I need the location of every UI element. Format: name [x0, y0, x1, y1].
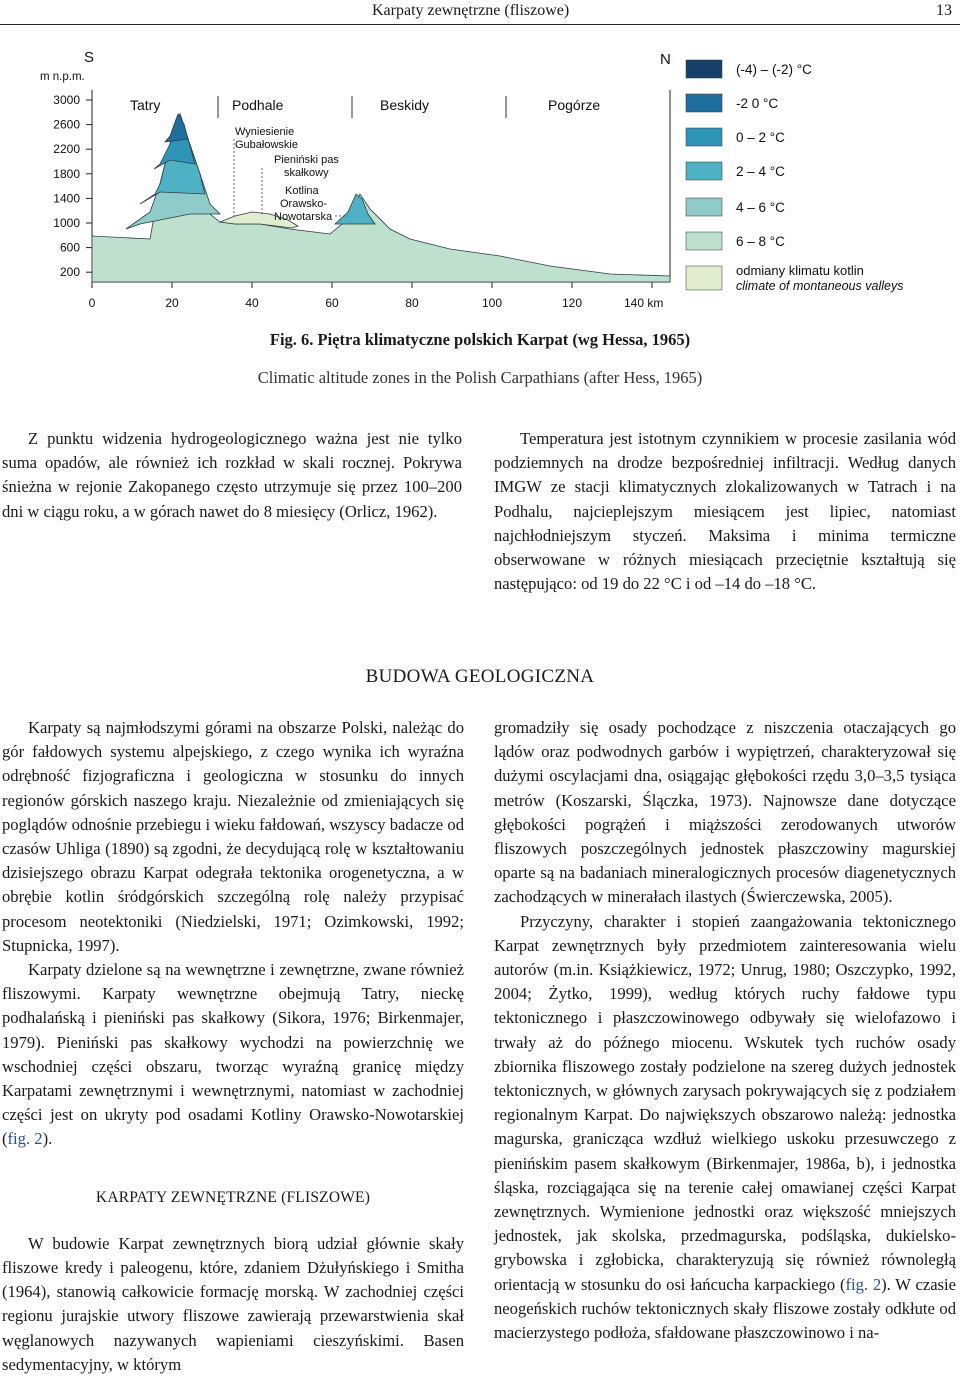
climate-zones-figure	[30, 44, 930, 314]
figure-caption-en: Climatic altitude zones in the Polish Carpathians (after Hess, 1965)	[257, 368, 703, 387]
region-label-tatry: Tatry	[130, 97, 161, 113]
x-tick-label: 40	[245, 296, 259, 310]
y-axis-ticks	[53, 93, 92, 279]
x-tick-label: 100	[481, 296, 503, 310]
paragraph-flysch-rocks: W budowie Karpat zewnętrznych biorą udział głównie skały fliszowe kredy i paleogenu, które, zdaniem Dżułyńskiego i Smitha (1964), stanowią całkowicie formację morską. W zachodniej części regionu jurajskie utwory fliszowe zawierają przewarstwienia skał węglanowych nazywanych wapieniami cieszyńskimi. Basen sedymentacyjny, w którym	[2, 1233, 464, 1374]
region-labels	[130, 96, 600, 118]
page-header	[0, 0, 960, 25]
x-tick-label: 80	[405, 296, 419, 310]
x-tick-label: 20	[165, 296, 179, 310]
legend-swatch-2	[686, 128, 722, 146]
annotation-pieninski-2: skałkowy	[284, 167, 329, 179]
y-tick-label: 3000	[53, 93, 80, 107]
paragraph-carpathians-age: Karpaty są najmłodszymi górami na obszarze Polski, należąc do gór fałdowych systemu alpejskiego, z czego wynika ich wyraźna odrębność fizjograficzna i geologiczna w stosunku do innych regionów górskich naszego kraju. Niezależnie od zmieniających się poglądów odnośnie przebiegu i wieku fałdowań, wszyscy badacze od czasów Uhliga (1890) są zgodni, że decydującą rolę w kształtowaniu dzisiejszego obrazu Karpat odegrała tektonika orogenetyczna, a w obrębie kotlin śródgórskich szczególną rolę należy przypisać procesom neotektoniki (Niedzielski, 1971; Ozimkowski, 1992; Stupnicka, 1997).	[2, 718, 464, 955]
annotation-wyniesienie-1: Wyniesienie	[235, 126, 295, 138]
annotation-pieninski-1: Pieniński pas	[274, 154, 339, 166]
geology-column-right	[494, 716, 956, 1345]
legend-label-6: odmiany klimatu kotlin	[736, 263, 864, 278]
x-axis-ticks	[89, 282, 664, 310]
paragraph-carpathians-division	[2, 958, 464, 1152]
annotation-kotlina-3: Nowotarska	[274, 211, 333, 223]
direction-north: N	[660, 51, 671, 68]
legend-swatch-0	[686, 60, 722, 78]
legend-label-2: 0 – 2 °C	[736, 130, 785, 145]
zone-0-2	[154, 114, 195, 169]
y-tick-label: 2600	[53, 117, 80, 132]
y-tick-label: 200	[59, 265, 80, 280]
fig-2-link-2[interactable]: fig. 2	[845, 1274, 882, 1294]
legend-swatch-5	[686, 232, 722, 250]
legend-swatch-3	[686, 162, 722, 180]
paragraph-tectonics-end: ). W czasie neogeńskich ruchów tektonicznych skały fliszowe zostały odkłute od macierzystego podłoża, sfałdowane płaszczowinowo i na-	[494, 1274, 956, 1343]
paragraph-precipitation: Z punktu widzenia hydrogeologicznego ważna jest nie tylko suma opadów, ale również ich rozkład w skali rocznej. Pokrywa śnieżna w rejonie Zakopanego często utrzymuje się przez 100–200 dni w ciągu roku, a w górach nawet do 8 miesięcy (Orlicz, 1962).	[2, 429, 462, 521]
fig-2-link[interactable]: fig. 2	[7, 1129, 43, 1149]
y-tick-label: 600	[59, 240, 80, 255]
zone-minus2-0	[165, 114, 188, 142]
region-label-podhale: Podhale	[232, 97, 284, 113]
paragraph-division-end: ).	[42, 1129, 53, 1149]
annotation-kotlina-1: Kotlina	[285, 185, 319, 197]
figure-caption-pl: Fig. 6. Piętra klimatyczne polskich Karpat (wg Hessa, 1965)	[269, 330, 691, 349]
paragraph-tectonics-text: Przyczyny, charakter i stopień zaangażowania tektonicznego Karpat zewnętrznych były przedmiotem zainteresowania wielu autorów (m.in. Książkiewicz, 1972; Unrug, 1980; Oszczypko, 1992, 2004; Żytko, 1999), według których ruchy fałdowe typu tektonicznego i płaszczowinowego odbywały się wielofazowo i trwały aż do późnego miocenu. Wskutek tych ruchów osady zbiornika fliszowego zostały podzielone na szereg dużych jednostek tektonicznych, w głównych zarysach pokrywających się z podziałem regionalnym Karpat. Do największych obszarowo należą: jednostka magurska, granicząca wzdłuż wielkiego uskoku przesuwczego z pienińskim pasem skałkowym (Birkenmajer, 1986a, b), i jednostka śląska, rozciągająca się na terenie całej omawianej części Karpat zewnętrznych. Wymienione jednostki oraz większość mniejszych jednostek, jak skolska, przedmagurska, podśląska, dukielsko-grybowska i zgłobicka, charakteryzują się również równoległą orientacją w stosunku do osi łańcucha karpackiego (	[494, 911, 956, 1294]
legend-label-5: 6 – 8 °C	[736, 234, 785, 249]
paragraph-tectonics	[494, 910, 956, 1346]
y-tick-label: 1000	[53, 216, 80, 230]
page-number: 13	[936, 2, 952, 19]
section-title: BUDOWA GEOLOGICZNA	[365, 666, 595, 687]
annotation-kotlina-2: Orawsko-	[280, 198, 328, 210]
region-label-pogorze: Pogórze	[548, 97, 601, 113]
intro-column-right	[494, 427, 956, 596]
running-title: Karpaty zewnętrzne (fliszowe)	[372, 2, 570, 19]
direction-south: S	[84, 49, 95, 66]
x-tick-label: 60	[325, 296, 339, 310]
x-tick-label: 140 km	[624, 296, 664, 310]
x-tick-label: 0	[88, 296, 96, 310]
legend-label-3: 2 – 4 °C	[736, 164, 785, 179]
annotation-wyniesienie-2: Gubałowskie	[235, 139, 298, 151]
legend-swatch-6	[686, 266, 722, 290]
y-tick-label: 1800	[53, 166, 80, 181]
paragraph-sedimentation: gromadziły się osady pochodzące z niszczenia otaczających go lądów oraz podwodnych garbów i wypiętrzeń, charakteryzował się dużymi oscylacjami dna, osiągając głębokości rzędu 3,0–3,5 tysiąca metrów (Koszarski, Ślączka, 1973). Najnowsze dane dotyczące głębokości pogrążeń i miąższości zerodowanych utworów fliszowych poszczególnych jednostek płaszczowiny magurskiej oparte są na badaniach mineralogicznych procesów diagenetycznych zachodzących w minerałach ilastych (Świerczewska, 2005).	[494, 718, 956, 907]
legend-swatch-4	[686, 198, 722, 216]
paragraph-temperature: Temperatura jest istotnym czynnikiem w procesie zasilania wód podziemnych na drodze bezpośredniej infiltracji. Według danych IMGW ze stacji klimatycznych zlokalizowanych w Tatrach i na Podhalu, najcieplejszym miesiącem jest lipiec, natomiast najchłodniejszym styczeń. Maksima i minima termiczne obserwowane w różnych miesiącach przeciętnie kształtują się następująco: od 19 do 22 °C i od –14 do –18 °C.	[494, 429, 956, 594]
x-tick-label: 120	[561, 296, 583, 310]
y-tick-label: 2200	[53, 142, 80, 157]
y-axis-unit: m n.p.m.	[40, 71, 85, 83]
region-label-beskidy: Beskidy	[380, 97, 430, 113]
paragraph-division-text: Karpaty dzielone są na wewnętrzne i zewnętrzne, zwane również fliszowymi. Karpaty wewnętrzne obejmują Tatry, nieckę podhalańską i pieniński pas skałkowy (Sikora, 1976; Birkenmajer, 1979). Pieniński pas skałkowy wychodzi na powierzchnię we wschodniej części obszaru, tworząc wyraźną granicę między Karpatami zewnętrznymi i wewnętrznymi, natomiast w zachodniej części jest on ukryty pod osadami Kotliny Orawsko-Nowotarskiej (	[2, 960, 464, 1149]
profile-chart	[30, 44, 930, 314]
legend-swatch-1	[686, 94, 722, 112]
y-tick-label: 1400	[53, 191, 80, 206]
legend-label-1: -2 0 °C	[736, 96, 779, 111]
geology-column-left	[2, 716, 464, 1377]
subsection-title: KARPATY ZEWNĘTRZNE (FLISZOWE)	[95, 1188, 371, 1206]
legend	[686, 60, 903, 293]
intro-column-left	[2, 427, 462, 524]
legend-label-6-en: climate of montaneous valleys	[736, 279, 904, 293]
profile-annotations	[234, 126, 348, 223]
legend-label-0: (-4) – (-2) °C	[736, 62, 812, 77]
legend-label-4: 4 – 6 °C	[736, 200, 785, 215]
